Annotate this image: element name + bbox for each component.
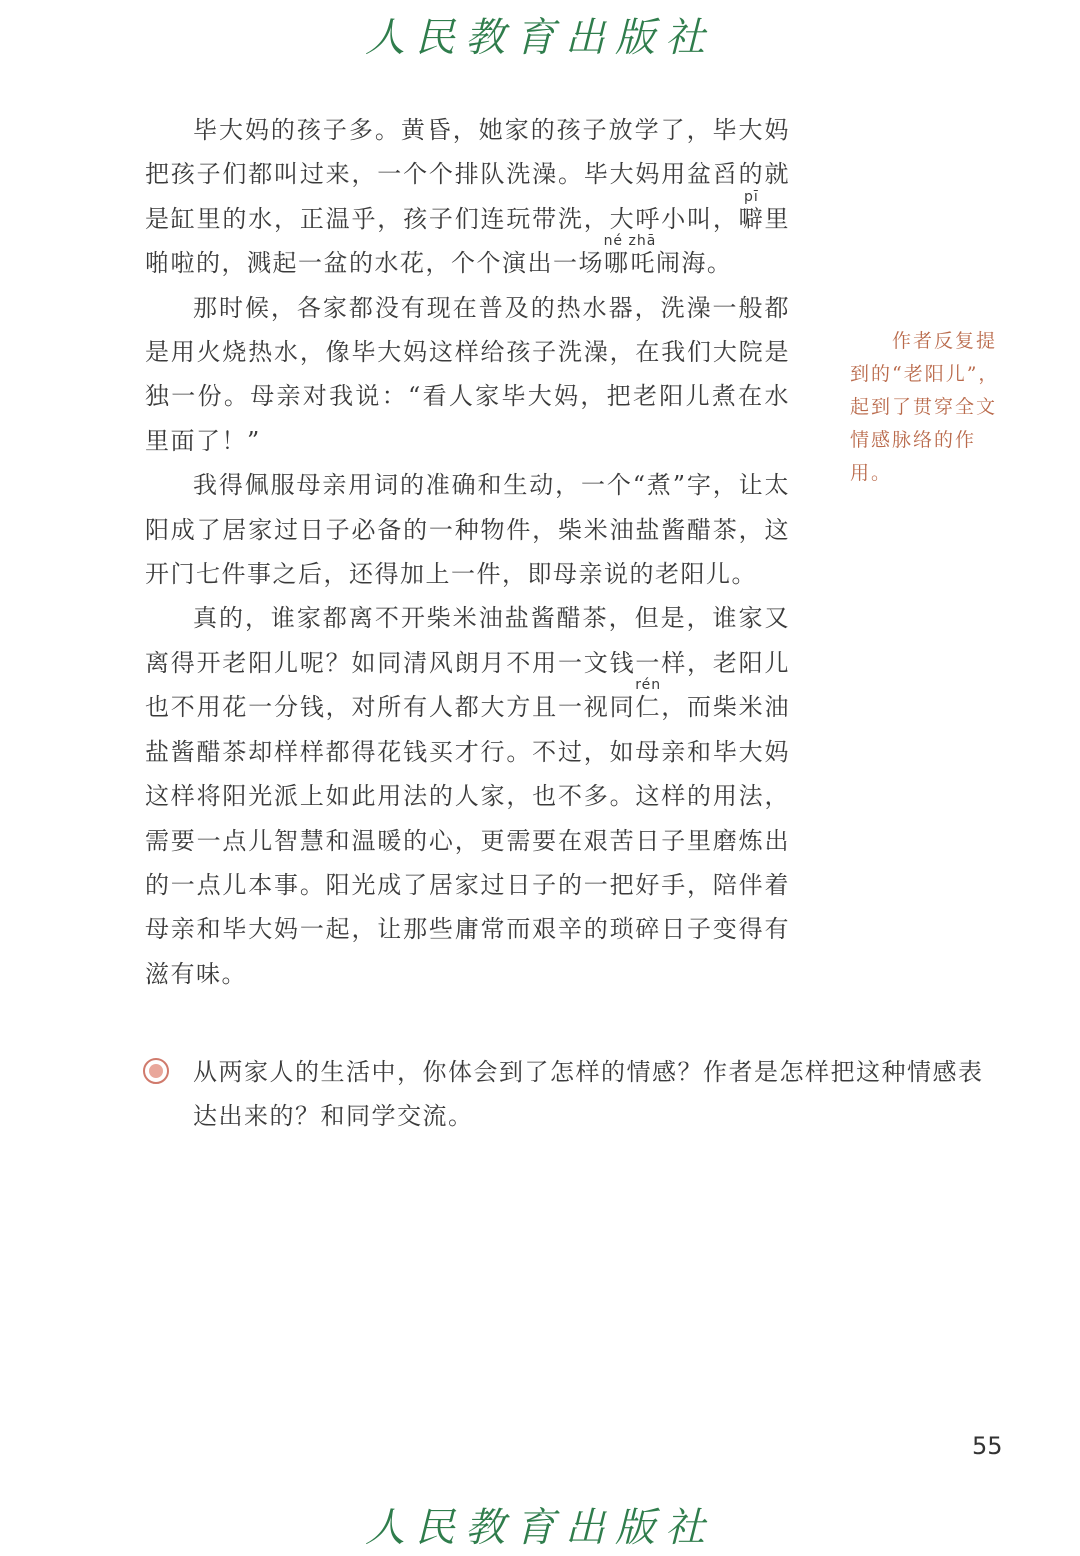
paragraph-4-text-b: ，而柴米油盐酱醋茶却样样都得花钱买才行。不过，如母亲和毕大妈这样将阳光派上如此用法的人家，也不多。这样的用法，需要一点儿智慧和温暖的心，更需要在艰苦日子里磨炼出的一点儿本事。阳光成了居家过日子的一把好手，陪伴着母亲和毕大妈一起，让那些庸常而艰辛的琐碎日子变得有滋有味。 bbox=[145, 693, 790, 988]
ruby-base: 哪吒 bbox=[603, 249, 657, 278]
margin-note-line: 起到了贯穿全文 bbox=[850, 396, 998, 418]
margin-note-line: 情感脉络的作用。 bbox=[850, 429, 977, 484]
paragraph-2-text: 那时候，各家都没有现在普及的热水器，洗澡一般都是用火烧热水，像毕大妈这样给孩子洗澡，在我们大院是独一份。母亲对我说：“看人家毕大妈，把老阳儿煮在水里面了！” bbox=[145, 293, 790, 455]
ruby-base: 噼 bbox=[738, 204, 765, 233]
ruby-pinyin: né zhā bbox=[603, 233, 657, 250]
ruby-pinyin: rén bbox=[635, 677, 662, 694]
paragraph-2 bbox=[145, 286, 790, 464]
margin-note-line: 作者反复提 bbox=[892, 330, 998, 352]
pinyin-annotation-nezha bbox=[603, 233, 657, 278]
paragraph-4-text-a: 真的，谁家都离不开柴米油盐酱醋茶，但是，谁家又离得开老阳儿呢？如同清风朗月不用一文钱一样，老阳儿也不用花一分钱，对所有人都大方且一视同 bbox=[145, 604, 790, 722]
paragraph-1-text-a: 毕大妈的孩子多。黄昏，她家的孩子放学了，毕大妈把孩子们都叫过来，一个个排队洗澡。毕大妈用盆舀的就是缸里的水，正温乎，孩子们连玩带洗，大呼小叫， bbox=[145, 116, 790, 233]
paragraph-1 bbox=[145, 108, 790, 286]
ruby-pinyin: pī bbox=[738, 188, 765, 205]
publisher-watermark-bottom: 人民教育出版社 bbox=[365, 1505, 715, 1551]
main-text bbox=[145, 108, 790, 996]
discussion-question: 从两家人的生活中，你体会到了怎样的情感？作者是怎样把这种情感表达出来的？和同学交流。 bbox=[193, 1058, 984, 1130]
ruby-base: 仁 bbox=[635, 693, 662, 722]
paragraph-1-text-c: 闹海。 bbox=[655, 249, 733, 278]
page-number: 55 bbox=[972, 1432, 1003, 1460]
pinyin-annotation-pi bbox=[738, 188, 765, 233]
margin-note-line: 到的“老阳儿”， bbox=[850, 363, 1000, 385]
publisher-watermark-top: 人民教育出版社 bbox=[365, 15, 715, 61]
paragraph-3 bbox=[145, 463, 790, 596]
paragraph-1-text-b: 里啪啦的，溅起一盆的水花，个个演出一场 bbox=[145, 204, 790, 278]
pinyin-annotation-ren bbox=[635, 677, 662, 722]
margin-note bbox=[850, 325, 1010, 490]
paragraph-3-text: 我得佩服母亲用词的准确和生动，一个“煮”字，让太阳成了居家过日子必备的一种物件，柴米油盐酱醋茶，这开门七件事之后，还得加上一件，即母亲说的老阳儿。 bbox=[145, 471, 790, 589]
discussion-seal-icon bbox=[143, 1058, 169, 1084]
paragraph-4 bbox=[145, 596, 790, 996]
